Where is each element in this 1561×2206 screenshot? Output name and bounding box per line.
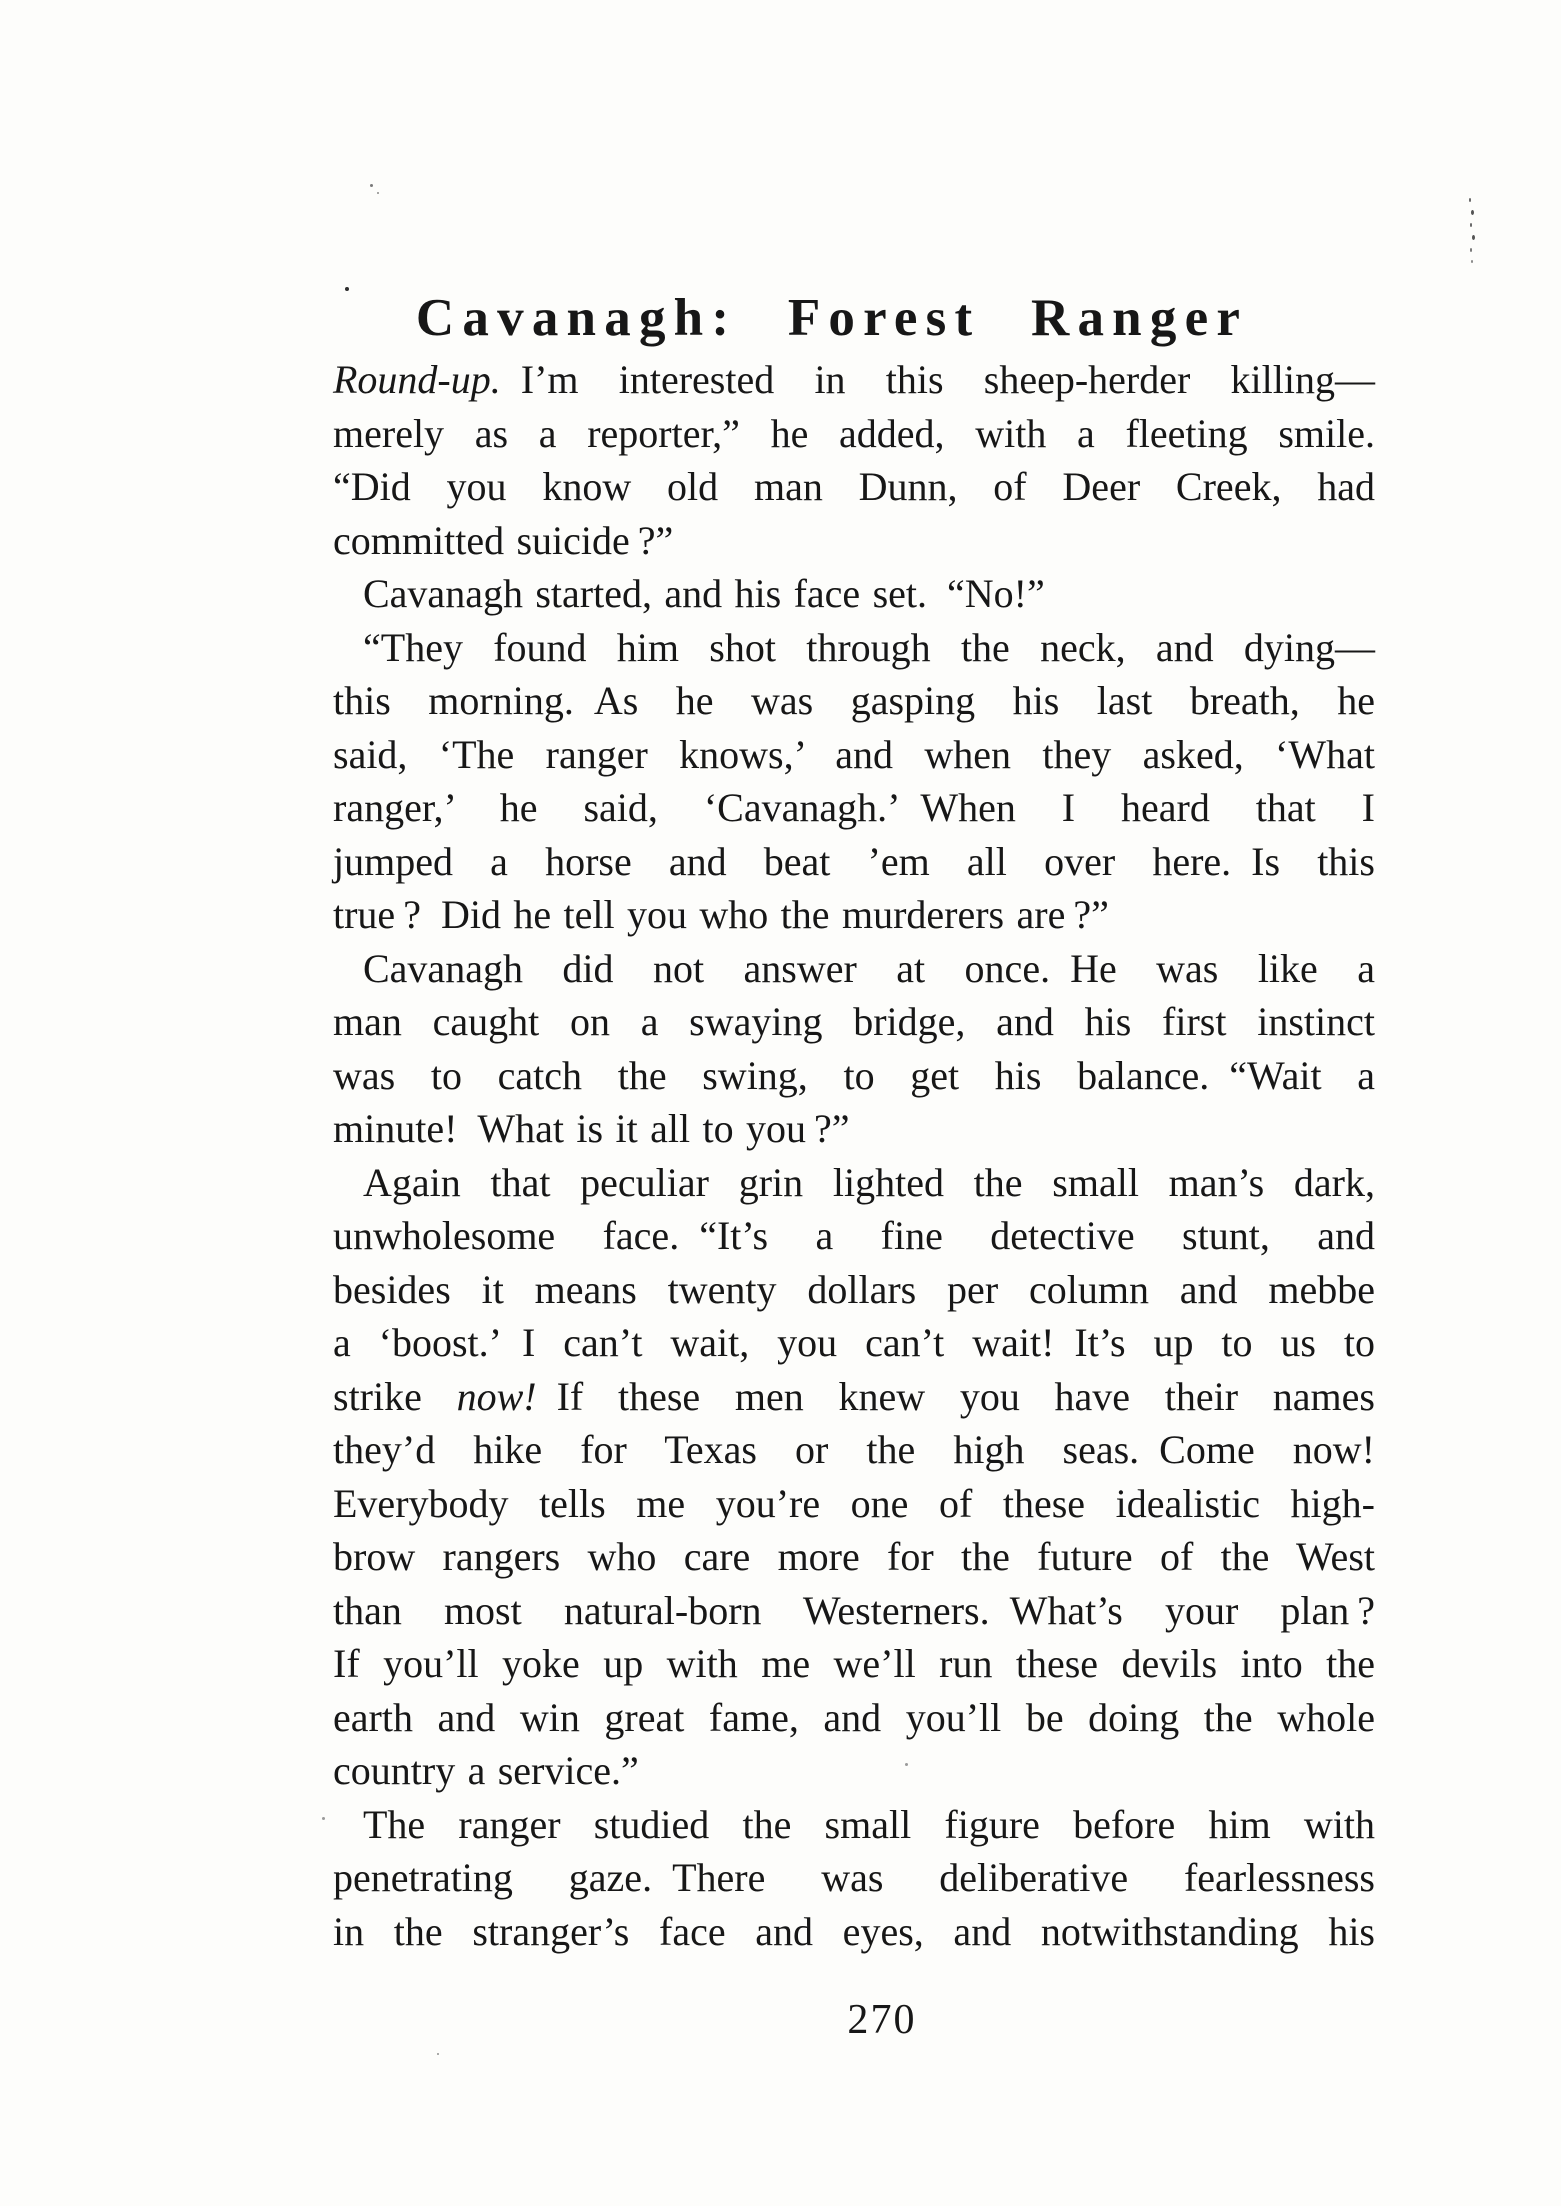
text-segment: “Did you know old man Dunn, of Deer Creek, had: [333, 464, 1375, 509]
text-line: [333, 674, 1375, 728]
text-line: [333, 781, 1375, 835]
text-segment: true ? Did he tell you who the murderers are ?”: [333, 892, 1109, 937]
scan-speckle: [1471, 210, 1474, 215]
text-segment: Cavanagh started, and his face set. “No!”: [363, 571, 1045, 616]
text-segment: country a service.”: [333, 1748, 639, 1793]
text-line: [333, 567, 1375, 621]
text-segment: besides it means twenty dollars per column and mebbe: [333, 1266, 1375, 1312]
text-segment: If these men knew you have their names: [536, 1373, 1375, 1419]
text-segment: than most natural-born Westerners. What’s your plan ?: [333, 1587, 1375, 1633]
text-line: [333, 995, 1375, 1049]
text-block: [333, 353, 1375, 1958]
scan-speckle: [322, 1817, 325, 1820]
text-line: [333, 1316, 1375, 1370]
text-segment: Again that peculiar grin lighted the small man’s dark,: [363, 1159, 1375, 1205]
page-number: 270: [847, 1997, 917, 2043]
text-segment: a ‘boost.’ I can’t wait, you can’t wait! It’s up to us to: [333, 1320, 1375, 1365]
scan-speckle: [370, 184, 373, 187]
page-title: Cavanagh: Forest Ranger: [415, 288, 1249, 347]
text-line: [333, 1423, 1375, 1477]
italic-text-segment: Round-up.: [333, 357, 501, 402]
text-line: [333, 1691, 1375, 1745]
text-line: [333, 1584, 1375, 1638]
text-line: [333, 1530, 1375, 1584]
text-line: [333, 407, 1375, 461]
text-line: [333, 1263, 1375, 1317]
scan-speckle: [1471, 260, 1473, 263]
text-segment: jumped a horse and beat ’em all over here. Is this: [333, 838, 1375, 884]
text-segment: The ranger studied the small figure before him with: [363, 1801, 1375, 1847]
text-segment: in the stranger’s face and eyes, and notwithstanding his: [333, 1908, 1375, 1954]
text-segment: strike: [333, 1373, 457, 1419]
text-line: [333, 1905, 1375, 1959]
text-line: [333, 1209, 1375, 1263]
text-segment: Cavanagh did not answer at once. He was like a: [363, 945, 1375, 991]
text-line: [333, 1102, 1375, 1156]
scan-speckle: [905, 1763, 908, 1766]
text-segment: brow rangers who care more for the future of the West: [333, 1534, 1375, 1579]
text-line: [333, 1049, 1375, 1103]
text-line: [333, 514, 1375, 568]
scan-speckle: [377, 192, 379, 194]
text-segment: unwholesome face. “It’s a fine detective stunt, and: [333, 1213, 1375, 1258]
text-line: [333, 1477, 1375, 1531]
text-line: [333, 621, 1375, 675]
text-segment: they’d hike for Texas or the high seas. Come now!: [333, 1427, 1375, 1472]
text-segment: If you’ll yoke up with me we’ll run these devils into the: [333, 1641, 1375, 1686]
text-segment: ranger,’ he said, ‘Cavanagh.’ When I heard that I: [333, 785, 1375, 830]
italic-text-segment: now!: [456, 1373, 537, 1419]
text-line: [333, 1637, 1375, 1691]
scan-speckle: [1470, 223, 1472, 227]
text-segment: said, ‘The ranger knows,’ and when they asked, ‘What: [333, 731, 1375, 777]
text-line: [333, 1851, 1375, 1905]
text-line: [333, 1744, 1375, 1798]
text-segment: merely as a reporter,” he added, with a fleeting smile.: [333, 410, 1375, 456]
text-segment: was to catch the swing, to get his balance. “Wait a: [333, 1052, 1375, 1098]
text-line: [333, 728, 1375, 782]
text-line: [333, 1156, 1375, 1210]
text-segment: I’m interested in this sheep-herder killing—: [500, 357, 1375, 402]
text-segment: this morning. As he was gasping his last breath, he: [333, 678, 1375, 723]
text-segment: earth and win great fame, and you’ll be doing the whole: [333, 1694, 1375, 1740]
text-line: [333, 835, 1375, 889]
text-line: [333, 353, 1375, 407]
scan-speckle: [1472, 235, 1475, 240]
text-segment: penetrating gaze. There was deliberative fearlessness: [333, 1855, 1375, 1900]
text-line: [333, 1798, 1375, 1852]
text-segment: minute! What is it all to you ?”: [333, 1106, 850, 1151]
text-segment: committed suicide ?”: [333, 517, 674, 563]
scan-speckle: [1470, 248, 1472, 252]
scan-speckle: [437, 2053, 439, 2055]
text-segment: man caught on a swaying bridge, and his first instinct: [333, 999, 1375, 1044]
scan-speckle: [1469, 198, 1471, 202]
text-line: [333, 460, 1375, 514]
text-line: [333, 888, 1375, 942]
scan-speckle: [345, 287, 349, 291]
text-line: [333, 1370, 1375, 1424]
text-segment: Everybody tells me you’re one of these idealistic high-: [333, 1480, 1375, 1526]
text-segment: “They found him shot through the neck, and dying—: [363, 624, 1375, 670]
text-line: [333, 942, 1375, 996]
